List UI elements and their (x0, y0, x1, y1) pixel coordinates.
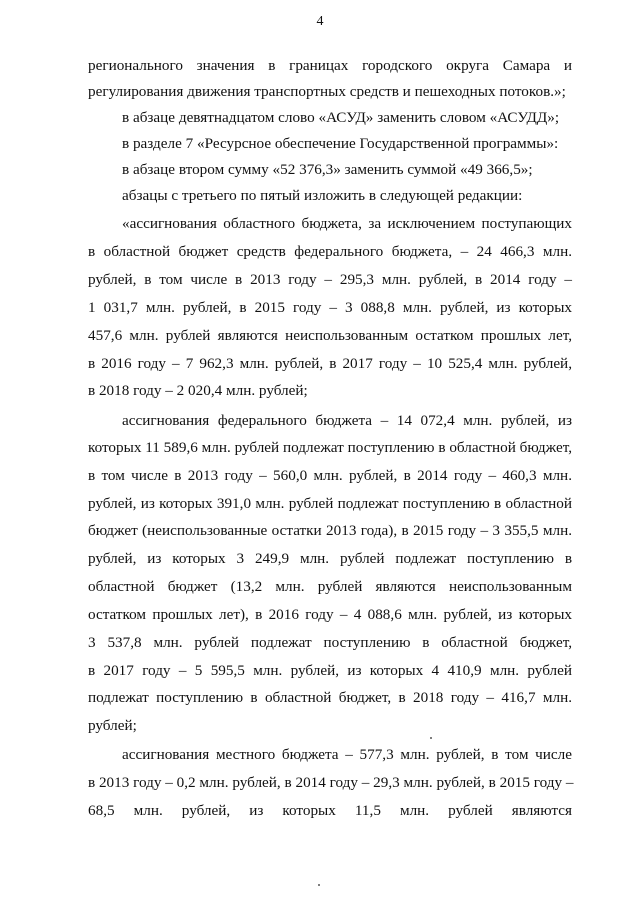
text-line: в разделе 7 «Ресурсное обеспечение Государственной программы»: (122, 135, 559, 152)
text-line: в 2018 году – 2 020,4 млн. рублей; (88, 382, 308, 399)
text-line: 68,5 млн. рублей, из которых 11,5 млн. рублей являются (88, 802, 572, 819)
text-line: рублей, в том числе в 2013 году – 295,3 млн. рублей, в 2014 году – (88, 271, 572, 288)
text-line: в абзаце втором сумму «52 376,3» заменить суммой «49 366,5»; (122, 161, 533, 178)
text-line: в абзаце девятнадцатом слово «АСУД» заменить словом «АСУДД»; (122, 109, 560, 126)
text-line: ассигнования федерального бюджета – 14 072,4 млн. рублей, из (122, 412, 572, 429)
text-line: 1 031,7 млн. рублей, в 2015 году – 3 088,8 млн. рублей, из которых (88, 299, 572, 316)
text-line: подлежат поступлению в областной бюджет, в 2018 году – 416,7 млн. (88, 689, 572, 706)
text-line: регулирования движения транспортных средств и пешеходных потоков.»; (88, 83, 566, 100)
text-line: регионального значения в границах городского округа Самара и (88, 57, 572, 74)
text-line: рублей; (88, 717, 137, 734)
text-line: рублей, из которых 391,0 млн. рублей подлежат поступлению в областной (88, 495, 572, 512)
text-line: остатком прошлых лет), в 2016 году – 4 088,6 млн. рублей, из которых (88, 606, 572, 623)
text-line: которых 11 589,6 млн. рублей подлежат поступлению в областной бюджет, (88, 439, 572, 456)
text-line: в областной бюджет средств федерального бюджета, – 24 466,3 млн. (88, 243, 572, 260)
text-line: ассигнования местного бюджета – 577,3 млн. рублей, в том числе (122, 746, 572, 763)
text-line: «ассигнования областного бюджета, за исключением поступающих (122, 215, 572, 232)
text-line: абзацы с третьего по пятый изложить в следующей редакции: (122, 187, 523, 204)
scan-speck (430, 737, 432, 739)
text-line: областной бюджет (13,2 млн. рублей являются неиспользованным (88, 578, 572, 595)
text-line: бюджет (неиспользованные остатки 2013 года), в 2015 году – 3 355,5 млн. (88, 522, 572, 539)
scan-speck (318, 884, 320, 886)
text-line: в 2013 году – 0,2 млн. рублей, в 2014 году – 29,3 млн. рублей, в 2015 году – (88, 774, 574, 791)
text-line: в 2017 году – 5 595,5 млн. рублей, из которых 4 410,9 млн. рублей (88, 662, 572, 679)
text-line: в 2016 году – 7 962,3 млн. рублей, в 2017 году – 10 525,4 млн. рублей, (88, 355, 572, 372)
text-line: 3 537,8 млн. рублей подлежат поступлению в областной бюджет, (88, 634, 572, 651)
page-number: 4 (316, 14, 324, 29)
text-line: 457,6 млн. рублей являются неиспользованным остатком прошлых лет, (88, 327, 572, 344)
text-line: в том числе в 2013 году – 560,0 млн. рублей, в 2014 году – 460,3 млн. (88, 467, 572, 484)
text-line: рублей, из которых 3 249,9 млн. рублей подлежат поступлению в (88, 550, 572, 567)
